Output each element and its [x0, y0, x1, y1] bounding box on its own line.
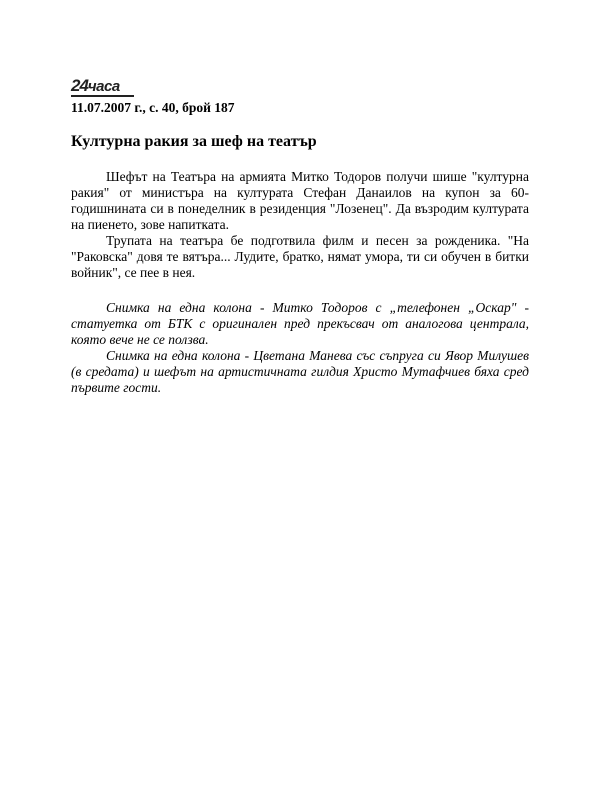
- article-headline: Културна ракия за шеф на театър: [71, 133, 317, 150]
- issue-line: 11.07.2007 г., с. 40, брой 187: [71, 100, 235, 115]
- publication-logo: [71, 78, 134, 97]
- photo-caption: Снимка на една колона - Митко Тодоров с „телефонен „Оскар" - статуетка от БТК с оригинален пред прекъсвач от аналогова централа, която вече не се ползва.: [71, 300, 529, 347]
- document-page: [71, 78, 529, 396]
- photo-caption: Снимка на една колона - Цветана Манева със съпруга си Явор Милушев (в средата) и шефът на артистичната гилдия Христо Мутафчиев бяха сред първите гости.: [71, 348, 529, 395]
- logo-number: 24: [71, 76, 88, 95]
- article-body: [71, 169, 529, 396]
- logo-word: часа: [87, 78, 120, 95]
- article-paragraph: Трупата на театъра бе подготвила филм и песен за рожденика. "На "Раковска" довя те вятъра... Лудите, братко, нямат умора, ти си обучен в битки войник", се пее в нея.: [71, 233, 529, 280]
- photo-captions: [71, 300, 529, 396]
- article-paragraph: Шефът на Театъра на армията Митко Тодоров получи шише "културна ракия" от министъра на културата Стефан Данаилов на купон за 60-годишнината си в понеделник в резиденция "Лозенец". Да възродим културата на пиенето, зове напитката.: [71, 169, 529, 232]
